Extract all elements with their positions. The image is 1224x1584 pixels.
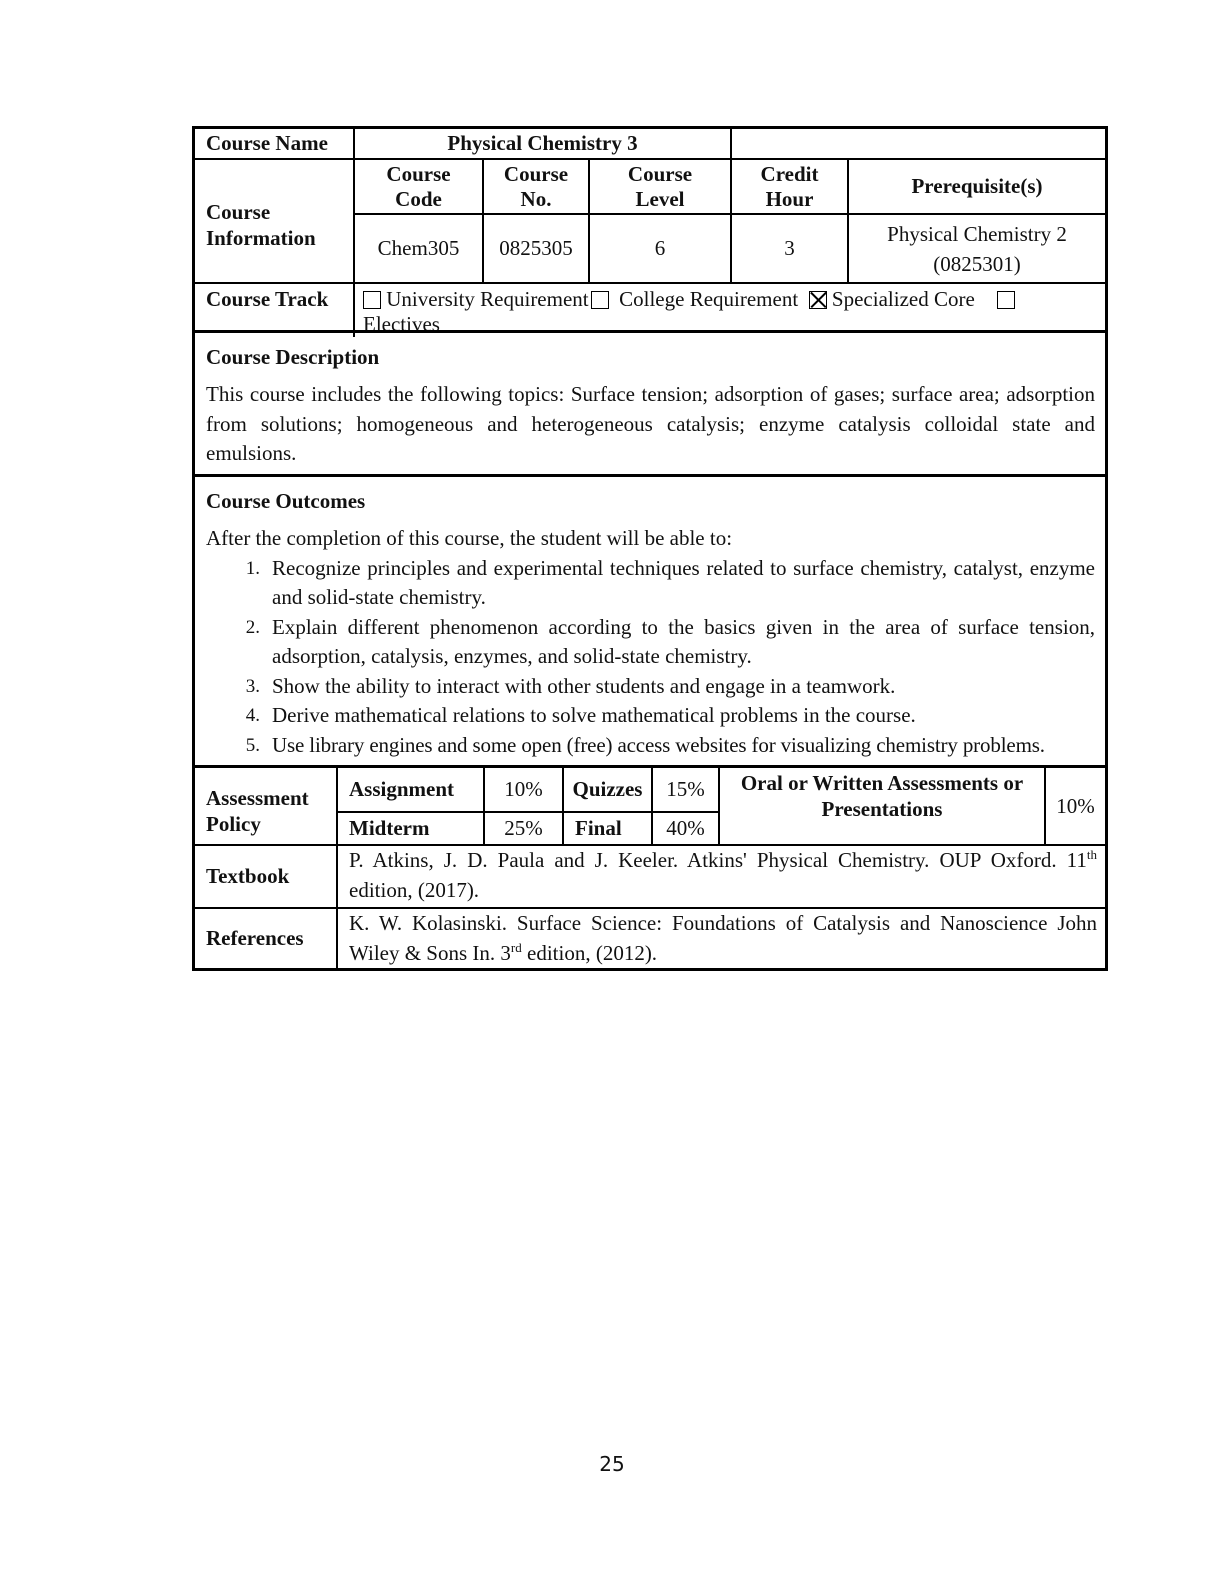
textbook-citation: P. Atkins, J. D. Paula and J. Keeler. Atkins' Physical Chemistry. OUP Oxford. 11th edition, (2017). (349, 847, 1097, 902)
course-name-label: Course Name (195, 129, 355, 158)
page-number: 25 (599, 1452, 625, 1476)
assessment-grid-row (338, 768, 718, 813)
course-info-grid (355, 160, 1105, 282)
course-no-value: 0825305 (484, 215, 590, 282)
course-header-table (192, 126, 1108, 337)
course-description-section (192, 330, 1108, 476)
course-no-header: Course No. (484, 160, 590, 213)
textbook-label: Textbook (195, 846, 338, 907)
course-level-header: Course Level (590, 160, 732, 213)
description-text: This course includes the following topics: Surface tension; adsorption of gases; surface area; adsorption from solutions; homogeneous and heterogeneous catalysis; enzyme catalysis colloidal state and emulsions. (206, 382, 1095, 465)
final-label: Final (564, 813, 653, 844)
quizzes-value: 15% (666, 777, 705, 801)
oral-assessment-value: 10% (1056, 793, 1095, 818)
course-code-value: Chem305 (355, 215, 484, 282)
assignment-value: 10% (485, 768, 564, 811)
final-value: 40% (666, 816, 705, 840)
course-code-header: Course Code (355, 160, 484, 213)
track-college: College Requirement (619, 287, 799, 311)
oral-assessment-label: Oral or Written Assessments or Presentations (720, 768, 1046, 844)
list-item: 5. Use library engines and some open (free) access websites for visualizing chemistry problems. (245, 732, 1045, 757)
list-item: 1. Recognize principles and experimental techniques related to surface chemistry, catalyst, enzyme and solid-state chemistry. (245, 555, 1095, 609)
credit-hour-value: 3 (732, 215, 849, 282)
checkbox-unchecked-icon[interactable] (997, 291, 1015, 309)
assignment-label: Assignment (338, 768, 485, 811)
textbook-row (195, 846, 1105, 909)
references-citation: K. W. Kolasinski. Surface Science: Foundations of Catalysis and Nanoscience John Wiley & Sons In. 3rd edition, (2012). (349, 911, 1097, 965)
list-item: 2. Explain different phenomenon according to the basics given in the area of surface tension, adsorption, catalysis, enzymes, and solid-state chemistry. (245, 614, 1095, 668)
course-name-value: Physical Chemistry 3 (355, 129, 732, 158)
assessment-grid (338, 768, 720, 844)
course-outcomes-section (192, 474, 1108, 768)
course-info-row (195, 160, 1105, 284)
outcomes-intro: After the completion of this course, the student will be able to: (206, 526, 733, 550)
credit-hour-header: Credit Hour (732, 160, 849, 213)
prerequisite-value: Physical Chemistry 2 (0825301) (887, 221, 1067, 276)
track-electives: Electives (363, 312, 440, 336)
course-track-label: Course Track (195, 284, 355, 337)
assessment-reference-table (192, 765, 1108, 971)
outcomes-list (206, 554, 1095, 761)
track-specialized: Specialized Core (831, 287, 975, 311)
outcomes-heading: Course Outcomes (206, 489, 366, 513)
quizzes-label: Quizzes (564, 768, 653, 811)
references-row (195, 909, 1105, 968)
references-label: References (195, 909, 338, 968)
course-name-empty-cell (732, 129, 1105, 158)
track-university: University Requirement (363, 287, 589, 311)
checkbox-unchecked-icon[interactable] (591, 291, 609, 309)
course-info-value-row (355, 215, 1105, 282)
course-info-label: Course Information (195, 160, 355, 282)
course-name-row (195, 129, 1105, 160)
course-level-value: 6 (590, 215, 732, 282)
midterm-label: Midterm (338, 813, 485, 844)
assessment-grid-row (338, 813, 718, 844)
checkbox-unchecked-icon[interactable] (363, 291, 381, 309)
list-item: 3. Show the ability to interact with other students and engage in a teamwork. (245, 673, 896, 698)
checkbox-checked-icon[interactable] (809, 291, 827, 309)
assessment-label: Assessment Policy (195, 768, 338, 844)
midterm-value: 25% (485, 813, 564, 844)
prerequisite-header: Prerequisite(s) (911, 174, 1043, 198)
course-info-header-row (355, 160, 1105, 215)
list-item: 4. Derive mathematical relations to solve mathematical problems in the course. (245, 703, 916, 727)
assessment-row (195, 768, 1105, 846)
description-heading: Course Description (206, 345, 380, 369)
